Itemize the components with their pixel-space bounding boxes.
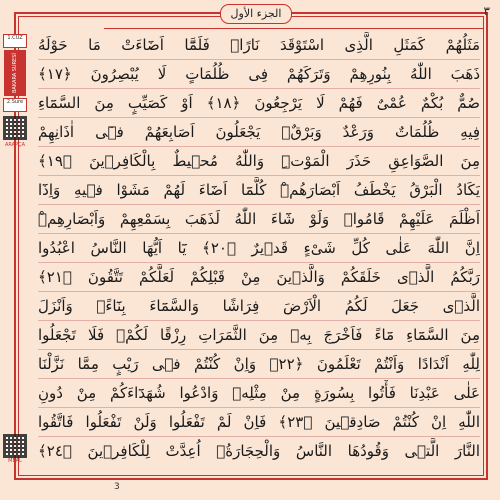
text-line: مَثَلُهُمْ كَمَثَلِ الَّذِى اسْتَوْقَدَ نَارًاۚ فَلَمَّٓا اَضَٓاءَتْ مَا حَوْلَهُ [38, 36, 480, 54]
verse-tag: 2.Sure [3, 98, 27, 112]
quran-text [38, 32, 480, 472]
line-divider [38, 204, 480, 205]
line-divider [38, 233, 480, 234]
line-divider [38, 378, 480, 379]
line-divider [38, 262, 480, 263]
text-line: يَكَادُ الْبَرْقُ يَخْطَفُ اَبْصَارَهُمْۜ كُلَّمَٓا اَضَٓاءَ لَهُمْ مَشَوْا فٖيهِ وَاِذَٓا [38, 181, 480, 199]
text-line: مِنَ السَّمَٓاءِ مَٓاءً فَاَخْرَجَ بِهٖ مِنَ الثَّمَرَاتِ رِزْقًا لَكُمْۚ فَلَا تَجْعَلُوا [38, 326, 480, 344]
header-rule [104, 14, 484, 29]
text-line: صُمٌّ بُكْمٌ عُمْىٌ فَهُمْ لَا يَرْجِعُونَ ﴿١٨﴾ اَوْ كَصَيِّبٍ مِنَ السَّمَٓاءِ [38, 94, 480, 112]
line-divider [38, 349, 480, 350]
text-line: لِلّٰهِ اَنْدَادًا وَاَنْتُمْ تَعْلَمُونَ ﴿٢٢﴾ وَاِنْ كُنْتُمْ فٖى رَيْبٍ مِمَّا نَزَّلْنَا [38, 355, 480, 373]
juz-title: الجزء الأول [220, 4, 292, 24]
line-divider [38, 117, 480, 118]
text-line: اللّٰهِ اِنْ كُنْتُمْ صَادِقٖينَ ﴿٢٣﴾ فَاِنْ لَمْ تَفْعَلُوا وَلَنْ تَفْعَلُوا فَاتَّقُوا [38, 413, 480, 431]
qr-code-meal[interactable] [3, 434, 27, 458]
juz-tag: 1.CÜZ [3, 34, 27, 48]
line-divider [38, 407, 480, 408]
page-number-bottom: 3 [114, 482, 120, 492]
text-line: اَظْلَمَ عَلَيْهِمْ قَامُواۜ وَلَوْ شَٓاءَ اللّٰهُ لَذَهَبَ بِسَمْعِهِمْ وَاَبْصَارِهِمْۜ [38, 210, 480, 228]
line-divider [38, 175, 480, 176]
text-line: النَّارَ الَّتٖى وَقُودُهَا النَّاسُ وَالْحِجَارَةُۚ اُعِدَّتْ لِلْكَافِرٖينَ ﴿٢٤﴾ [38, 442, 480, 460]
arapca-label: ARAPÇA [4, 142, 26, 148]
text-line: ذَهَبَ اللّٰهُ بِنُورِهِمْ وَتَرَكَهُمْ فِى ظُلُمَاتٍ لَا يُبْصِرُونَ ﴿١٧﴾ [38, 65, 480, 83]
qr-code-arapca[interactable] [3, 116, 27, 140]
sidebar [0, 12, 30, 480]
text-line: عَلٰى عَبْدِنَا فَأْتُوا بِسُورَةٍ مِنْ مِثْلِهٖ وَادْعُوا شُهَدَٓاءَكُمْ مِنْ دُونِ [38, 384, 480, 402]
line-divider [38, 146, 480, 147]
line-divider [38, 59, 480, 60]
text-line: رَبَّكُمُ الَّذٖى خَلَقَكُمْ وَالَّذٖينَ مِنْ قَبْلِكُمْ لَعَلَّكُمْ تَتَّقُونَ ﴿٢١﴾ [38, 268, 480, 286]
text-line: مِنَ الصَّوَاعِقِ حَذَرَ الْمَوْتِۜ وَاللّٰهُ مُحٖيطٌ بِالْكَافِرٖينَ ﴿١٩﴾ [38, 152, 480, 170]
line-divider [38, 291, 480, 292]
line-divider [38, 436, 480, 437]
page-number-top: ٣ [483, 4, 490, 18]
text-line: اِنَّ اللّٰهَ عَلٰى كُلِّ شَىْءٍ قَدٖيرٌ ﴿٢٠﴾ يَٓا اَيُّهَا النَّاسُ اعْبُدُوا [38, 239, 480, 257]
sura-tag: BAKARA SURESİ [4, 50, 26, 96]
text-line: فِيهِ ظُلُمَاتٌ وَرَعْدٌ وَبَرْقٌۚ يَجْعَلُونَ اَصَابِعَهُمْ فٖٓى اٰذَانِهِمْ [38, 123, 480, 141]
meal-label: MEÂL [8, 458, 22, 464]
line-divider [38, 88, 480, 89]
line-divider [38, 320, 480, 321]
text-line: الَّذٖى جَعَلَ لَكُمُ الْاَرْضَ فِرَاشًا وَالسَّمَٓاءَ بِنَٓاءًۖ وَاَنْزَلَ [38, 297, 480, 315]
